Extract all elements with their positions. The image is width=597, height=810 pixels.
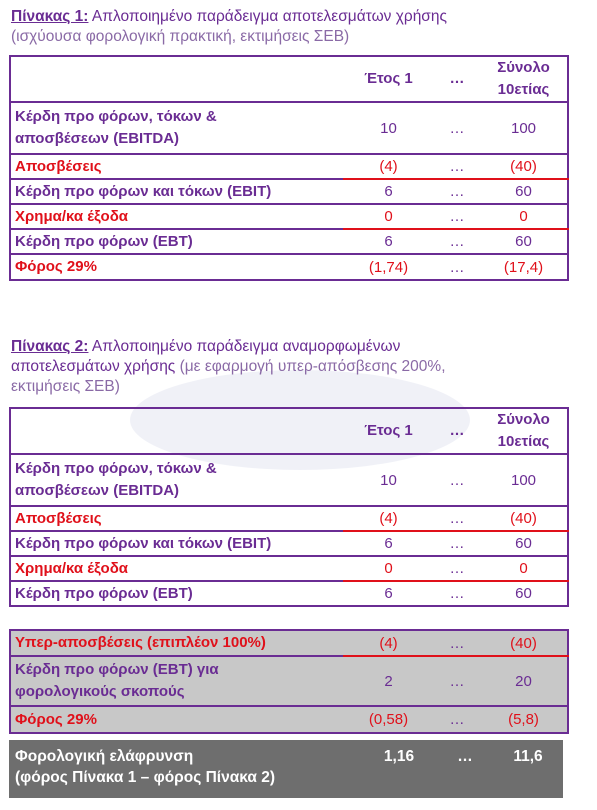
row-total-value: 100 (480, 102, 568, 154)
row-label: Αποσβέσεις (10, 506, 343, 531)
row-year-value: (4) (343, 506, 434, 531)
table-row (10, 630, 568, 656)
row-dots: … (434, 581, 480, 606)
row-dots: … (434, 531, 480, 556)
row-label: Φόρος 29% (10, 254, 343, 280)
table1-caption-title: Απλοποιημένο παράδειγμα αποτελεσμάτων χρήσης (88, 8, 447, 25)
tax-relief-total-value: 11,6 (513, 748, 543, 765)
row-dots: … (434, 154, 480, 179)
table1-col-total: Σύνολο 10ετίας (497, 59, 550, 98)
table2-caption-subtitle-1: (με εφαρμογή υπερ-απόσβεσης 200%, (175, 358, 446, 375)
row-total-value: 60 (480, 531, 568, 556)
table-row (10, 254, 568, 280)
table2-col-dots: … (449, 422, 465, 439)
row-label: Υπερ-αποσβέσεις (επιπλέον 100%) (10, 630, 343, 656)
table-row (10, 179, 568, 204)
row-dots: … (434, 254, 480, 280)
row-label: Χρημα/κα έξοδα (10, 204, 343, 229)
row-year-value: 2 (343, 656, 434, 706)
row-year-value: 6 (343, 229, 434, 254)
table1-caption-subtitle: (ισχύουσα φορολογική πρακτική, εκτιμήσεις ΣΕΒ) (11, 28, 350, 45)
row-total-value: (5,8) (480, 706, 568, 733)
row-label: Κέρδη προ φόρων (EBT) (10, 229, 343, 254)
row-year-value: (4) (343, 630, 434, 656)
table2-tax-section (9, 629, 569, 734)
table1 (9, 55, 569, 281)
tax-relief-dots: … (457, 748, 473, 765)
table2-col-year: Έτος 1 (364, 422, 413, 439)
table-row (10, 154, 568, 179)
row-year-value: 10 (343, 454, 434, 506)
row-total-value: (40) (480, 630, 568, 656)
tax-relief-year-value: 1,16 (383, 748, 415, 765)
table2 (9, 407, 569, 607)
row-total-value: (40) (480, 154, 568, 179)
row-dots: … (434, 102, 480, 154)
row-total-value: (17,4) (480, 254, 568, 280)
row-total-value: 100 (480, 454, 568, 506)
table1-caption (11, 7, 447, 47)
table-row (10, 229, 568, 254)
row-label: Κέρδη προ φόρων και τόκων (EBIT) (10, 531, 343, 556)
row-dots: … (434, 556, 480, 581)
table-row (10, 102, 568, 154)
row-label: Κέρδη προ φόρων και τόκων (EBIT) (10, 179, 343, 204)
table2-header-row (10, 408, 568, 454)
table2-caption-title-1: Απλοποιημένο παράδειγμα αναμορφωμένων (88, 338, 401, 355)
table1-caption-number: Πίνακας 1: (11, 8, 89, 25)
row-label: Κέρδη προ φόρων, τόκων & αποσβέσεων (EBITDA) (10, 102, 343, 154)
row-year-value: 6 (343, 179, 434, 204)
row-year-value: (0,58) (343, 706, 434, 733)
row-year-value: 10 (343, 102, 434, 154)
table1-col-year: Έτος 1 (364, 70, 413, 87)
row-year-value: 6 (343, 581, 434, 606)
row-dots: … (434, 229, 480, 254)
row-label: Χρημα/κα έξοδα (10, 556, 343, 581)
row-year-value: 6 (343, 531, 434, 556)
row-total-value: 0 (480, 204, 568, 229)
row-label: Κέρδη προ φόρων, τόκων & αποσβέσεων (EBITDA) (10, 454, 343, 506)
table2-col-total: Σύνολο 10ετίας (497, 411, 550, 450)
row-total-value: (40) (480, 506, 568, 531)
row-year-value: 0 (343, 204, 434, 229)
row-dots: … (434, 179, 480, 204)
table1-col-dots: … (449, 70, 465, 87)
row-total-value: 60 (480, 581, 568, 606)
row-dots: … (434, 454, 480, 506)
row-dots: … (434, 506, 480, 531)
row-dots: … (434, 706, 480, 733)
table-row (10, 556, 568, 581)
table2-caption-title-2: αποτελεσμάτων χρήσης (11, 358, 176, 375)
row-year-value: 0 (343, 556, 434, 581)
row-total-value: 20 (480, 656, 568, 706)
row-label: Αποσβέσεις (10, 154, 343, 179)
tax-relief-row (9, 740, 563, 798)
row-total-value: 0 (480, 556, 568, 581)
tax-relief-label: Φορολογική ελάφρυνση (φόρος Πίνακα 1 – φόρος Πίνακα 2) (15, 748, 275, 786)
row-year-value: (4) (343, 154, 434, 179)
table-row (10, 506, 568, 531)
table-row (10, 581, 568, 606)
table-row (10, 706, 568, 733)
table-row (10, 204, 568, 229)
table-row (10, 656, 568, 706)
row-label: Φόρος 29% (10, 706, 343, 733)
row-total-value: 60 (480, 179, 568, 204)
row-dots: … (434, 630, 480, 656)
row-dots: … (434, 204, 480, 229)
row-label: Κέρδη προ φόρων (EBT) για φορολογικούς σκοπούς (10, 656, 343, 706)
table2-caption (11, 337, 446, 397)
table2-caption-subtitle-2: εκτιμήσεις ΣΕΒ) (11, 378, 120, 395)
table1-header-row (10, 56, 568, 102)
row-label: Κέρδη προ φόρων (EBT) (10, 581, 343, 606)
row-total-value: 60 (480, 229, 568, 254)
table2-caption-number: Πίνακας 2: (11, 338, 89, 355)
row-year-value: (1,74) (343, 254, 434, 280)
table-row (10, 454, 568, 506)
row-dots: … (434, 656, 480, 706)
table-row (10, 531, 568, 556)
